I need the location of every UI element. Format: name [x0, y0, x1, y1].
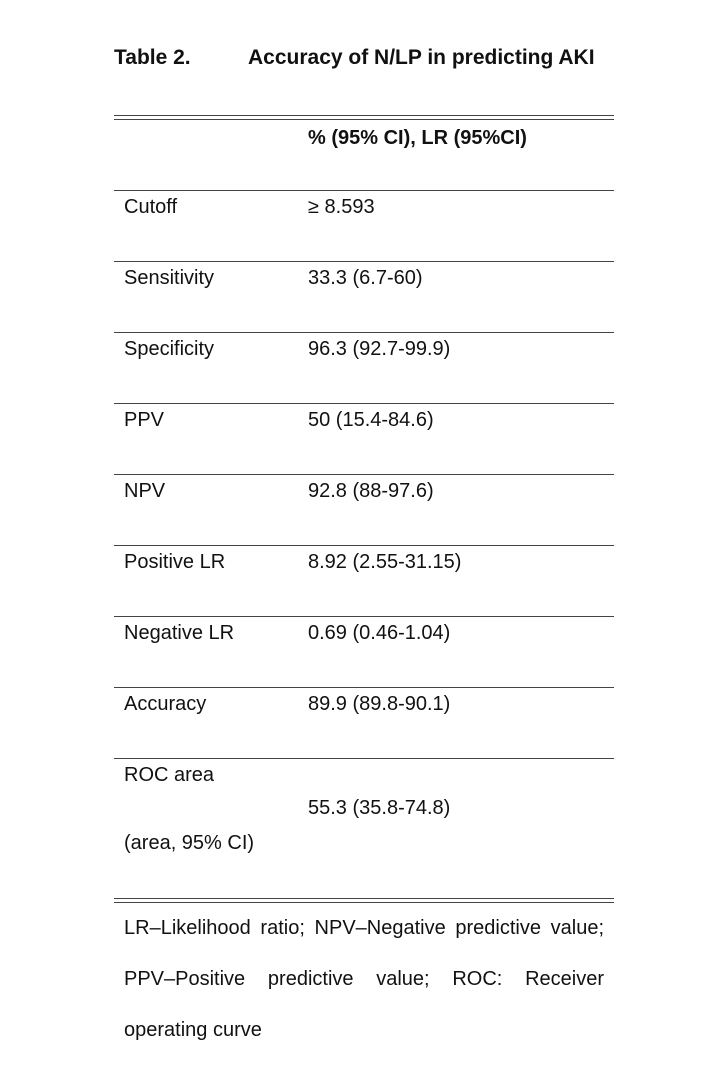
table-row [114, 475, 614, 546]
row-value: 89.9 (89.8-90.1) [308, 693, 451, 715]
row-value: 33.3 (6.7-60) [308, 267, 423, 289]
row-name: PPV [124, 409, 165, 431]
table-row-roc [114, 759, 614, 898]
row-name: Negative LR [124, 622, 235, 644]
roc-name-line2: (area, 95% CI) [124, 832, 255, 854]
table-title [114, 46, 634, 70]
row-value: ≥ 8.593 [308, 196, 375, 218]
row-value: 50 (15.4-84.6) [308, 409, 434, 431]
table-row [114, 546, 614, 617]
table-row [114, 333, 614, 404]
row-name: Cutoff [124, 196, 177, 218]
table-label: Table 2. [114, 46, 191, 69]
table-row [114, 404, 614, 475]
row-name: Sensitivity [124, 267, 215, 289]
roc-value: 55.3 (35.8-74.8) [308, 797, 451, 819]
accuracy-table [114, 115, 614, 1056]
column-header: % (95% CI), LR (95%CI) [308, 127, 527, 149]
table-row [114, 262, 614, 333]
row-value: 96.3 (92.7-99.9) [308, 338, 451, 360]
table-footnote: LR–Likelihood ratio; NPV–Negative predictive value; PPV–Positive predictive value; ROC: Receiver operating curve [124, 917, 604, 1041]
row-name: Positive LR [124, 551, 226, 573]
table-caption: Accuracy of N/LP in predicting AKI [248, 46, 595, 69]
table-row [114, 688, 614, 759]
row-name: Specificity [124, 338, 215, 360]
table-header-row [114, 120, 614, 191]
row-value: 8.92 (2.55-31.15) [308, 551, 462, 573]
table-row [114, 191, 614, 262]
row-name: Accuracy [124, 693, 207, 715]
row-value: 92.8 (88-97.6) [308, 480, 434, 502]
table-row [114, 617, 614, 688]
row-name: NPV [124, 480, 166, 502]
roc-name-line1: ROC area [124, 764, 215, 786]
row-value: 0.69 (0.46-1.04) [308, 622, 451, 644]
